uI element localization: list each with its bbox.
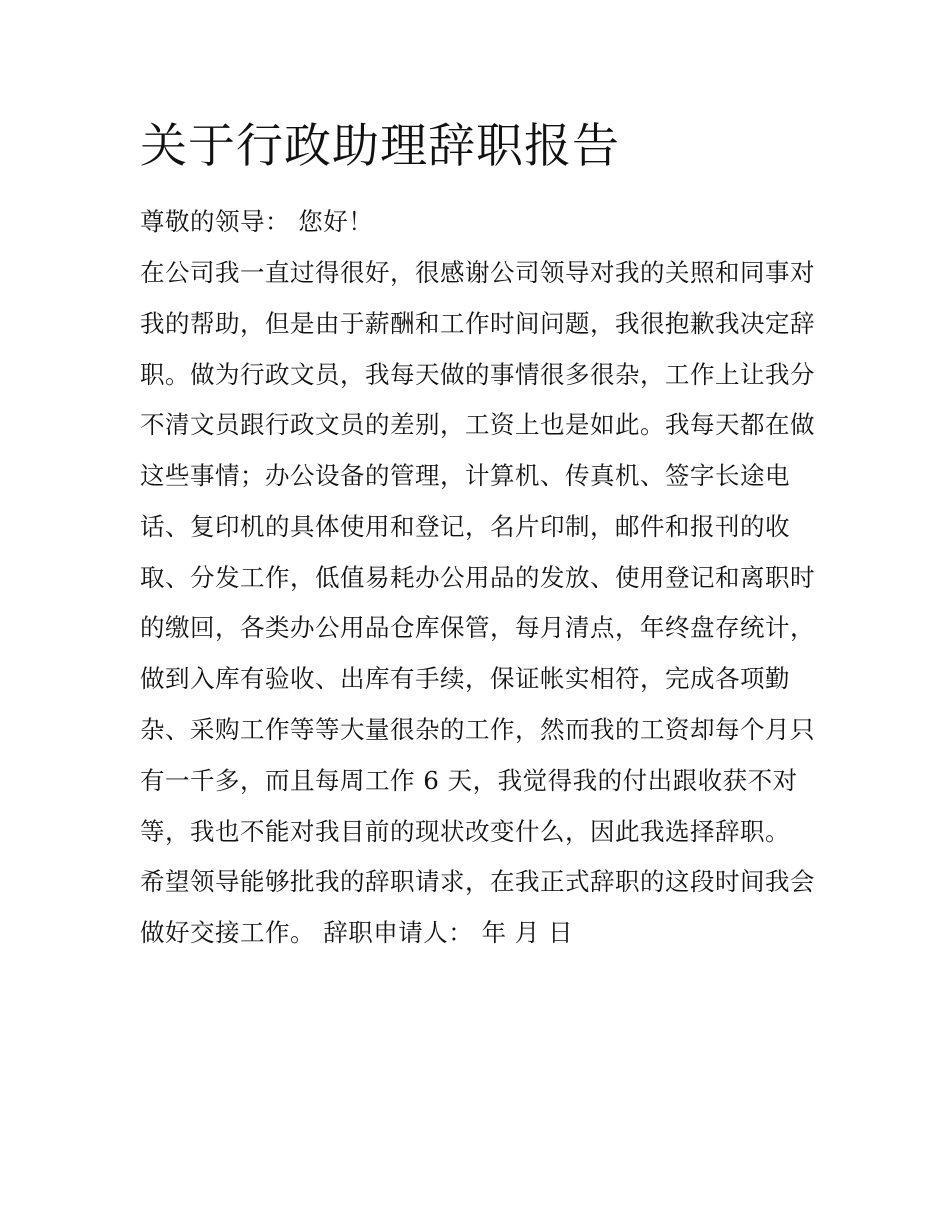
salutation-line: 尊敬的领导： 您好！ bbox=[140, 207, 374, 236]
document-title: 关于行政助理辞职报告 bbox=[140, 119, 620, 174]
body-line: 杂、采购工作等等大量很杂的工作，然而我的工资却每个月只 bbox=[140, 715, 815, 744]
body-line: 这些事情；办公设备的管理，计算机、传真机、签字长途电 bbox=[140, 461, 790, 490]
body-line: 等，我也不能对我目前的现状改变什么，因此我选择辞职。 bbox=[140, 817, 790, 846]
body-line: 不清文员跟行政文员的差别，工资上也是如此。我每天都在做 bbox=[140, 410, 815, 439]
body-line: 取、分发工作，低值易耗办公用品的发放、使用登记和离职时 bbox=[140, 563, 815, 592]
body-line: 职。做为行政文员，我每天做的事情很多很杂，工作上让我分 bbox=[140, 360, 815, 389]
body-line: 有一千多，而且每周工作 6 天，我觉得我的付出跟收获不对 bbox=[140, 766, 798, 795]
body-line: 希望领导能够批我的辞职请求，在我正式辞职的这段时间我会 bbox=[140, 867, 815, 896]
signature-line: 做好交接工作。 辞职申请人： 年 月 日 bbox=[140, 918, 574, 947]
body-line: 话、复印机的具体使用和登记，名片印制，邮件和报刊的收 bbox=[140, 512, 790, 541]
body-line: 在公司我一直过得很好，很感谢公司领导对我的关照和同事对 bbox=[140, 258, 815, 287]
body-line: 我的帮助，但是由于薪酬和工作时间问题，我很抱歉我决定辞 bbox=[140, 309, 815, 338]
body-line: 做到入库有验收、出库有手续，保证帐实相符，完成各项勤 bbox=[140, 664, 790, 693]
body-line: 的缴回，各类办公用品仓库保管，每月清点，年终盘存统计， bbox=[140, 613, 815, 642]
